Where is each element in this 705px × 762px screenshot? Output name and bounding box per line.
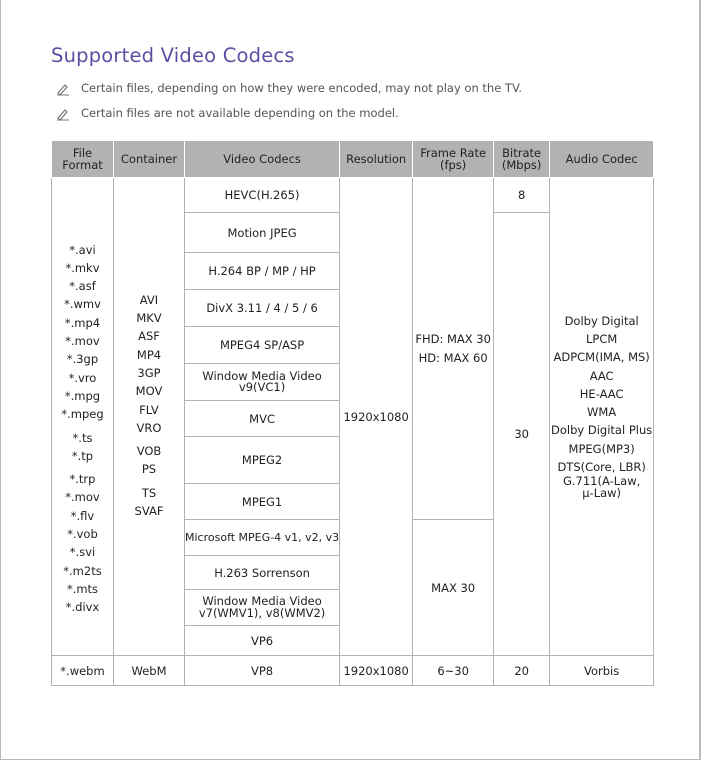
header-file-format: File Format: [52, 141, 114, 178]
video-codec-cell: Motion JPEG: [185, 213, 340, 253]
resolution-cell: 1920x1080: [340, 656, 413, 686]
file-format-cell: *.webm: [52, 656, 114, 686]
frame-rate-cell: FHD: MAX 30 HD: MAX 60: [413, 178, 494, 520]
note-text: Certain files are not available depending on the model.: [81, 106, 399, 120]
video-codec-cell: H.264 BP / MP / HP: [185, 253, 340, 290]
table-row: [52, 656, 654, 686]
video-codec-cell: Window Media Video v7(WMV1), v8(WMV2): [185, 590, 340, 626]
container-cell: WebM: [114, 656, 185, 686]
header-bitrate: Bitrate (Mbps): [494, 141, 550, 178]
pencil-icon: [56, 82, 70, 96]
frame-rate-cell: 6~30: [413, 656, 494, 686]
video-codec-cell: Window Media Video v9(VC1): [185, 364, 340, 401]
container-list-cell: AVI MKV ASF MP4 3GP MOV FLV VRO VOB PS TS SVAF: [114, 178, 185, 656]
note-item: [56, 81, 522, 96]
header-audio-codec: Audio Codec: [550, 141, 654, 178]
page-title: Supported Video Codecs: [51, 44, 295, 67]
header-frame-rate: Frame Rate (fps): [413, 141, 494, 178]
video-codec-cell: MPEG1: [185, 484, 340, 520]
codec-table: [51, 140, 654, 686]
header-resolution: Resolution: [340, 141, 413, 178]
audio-codec-list-cell: Dolby Digital LPCM ADPCM(IMA, MS) AAC HE-AAC WMA Dolby Digital Plus MPEG(MP3) DTS(Core, LBR) G.711(A-Law, μ-Law): [550, 178, 654, 656]
video-codec-cell: MPEG2: [185, 437, 340, 484]
video-codec-cell: HEVC(H.265): [185, 178, 340, 213]
video-codec-cell: MPEG4 SP/ASP: [185, 327, 340, 364]
note-text: Certain files, depending on how they were encoded, may not play on the TV.: [81, 81, 522, 95]
pencil-icon: [56, 107, 70, 121]
video-codec-cell: VP8: [185, 656, 340, 686]
table-header-row: [52, 141, 654, 178]
video-codec-cell: VP6: [185, 626, 340, 656]
video-codec-cell: MVC: [185, 401, 340, 437]
audio-codec-cell: Vorbis: [550, 656, 654, 686]
bitrate-cell: 30: [494, 213, 550, 656]
bitrate-cell: 8: [494, 178, 550, 213]
video-codec-cell: DivX 3.11 / 4 / 5 / 6: [185, 290, 340, 327]
table-row: [52, 178, 654, 213]
frame-rate-cell: MAX 30: [413, 520, 494, 656]
video-codec-cell: H.263 Sorrenson: [185, 556, 340, 590]
note-item: [56, 106, 399, 121]
header-video-codecs: Video Codecs: [185, 141, 340, 178]
header-container: Container: [114, 141, 185, 178]
bitrate-cell: 20: [494, 656, 550, 686]
resolution-cell: 1920x1080: [340, 178, 413, 656]
file-format-list-cell: *.avi *.mkv *.asf *.wmv *.mp4 *.mov *.3gp *.vro *.mpg *.mpeg *.ts *.tp *.trp *.mov *.flv *.vob *.svi *.m2ts *.mts *.divx: [52, 178, 114, 656]
video-codec-cell: Microsoft MPEG-4 v1, v2, v3: [185, 520, 340, 556]
